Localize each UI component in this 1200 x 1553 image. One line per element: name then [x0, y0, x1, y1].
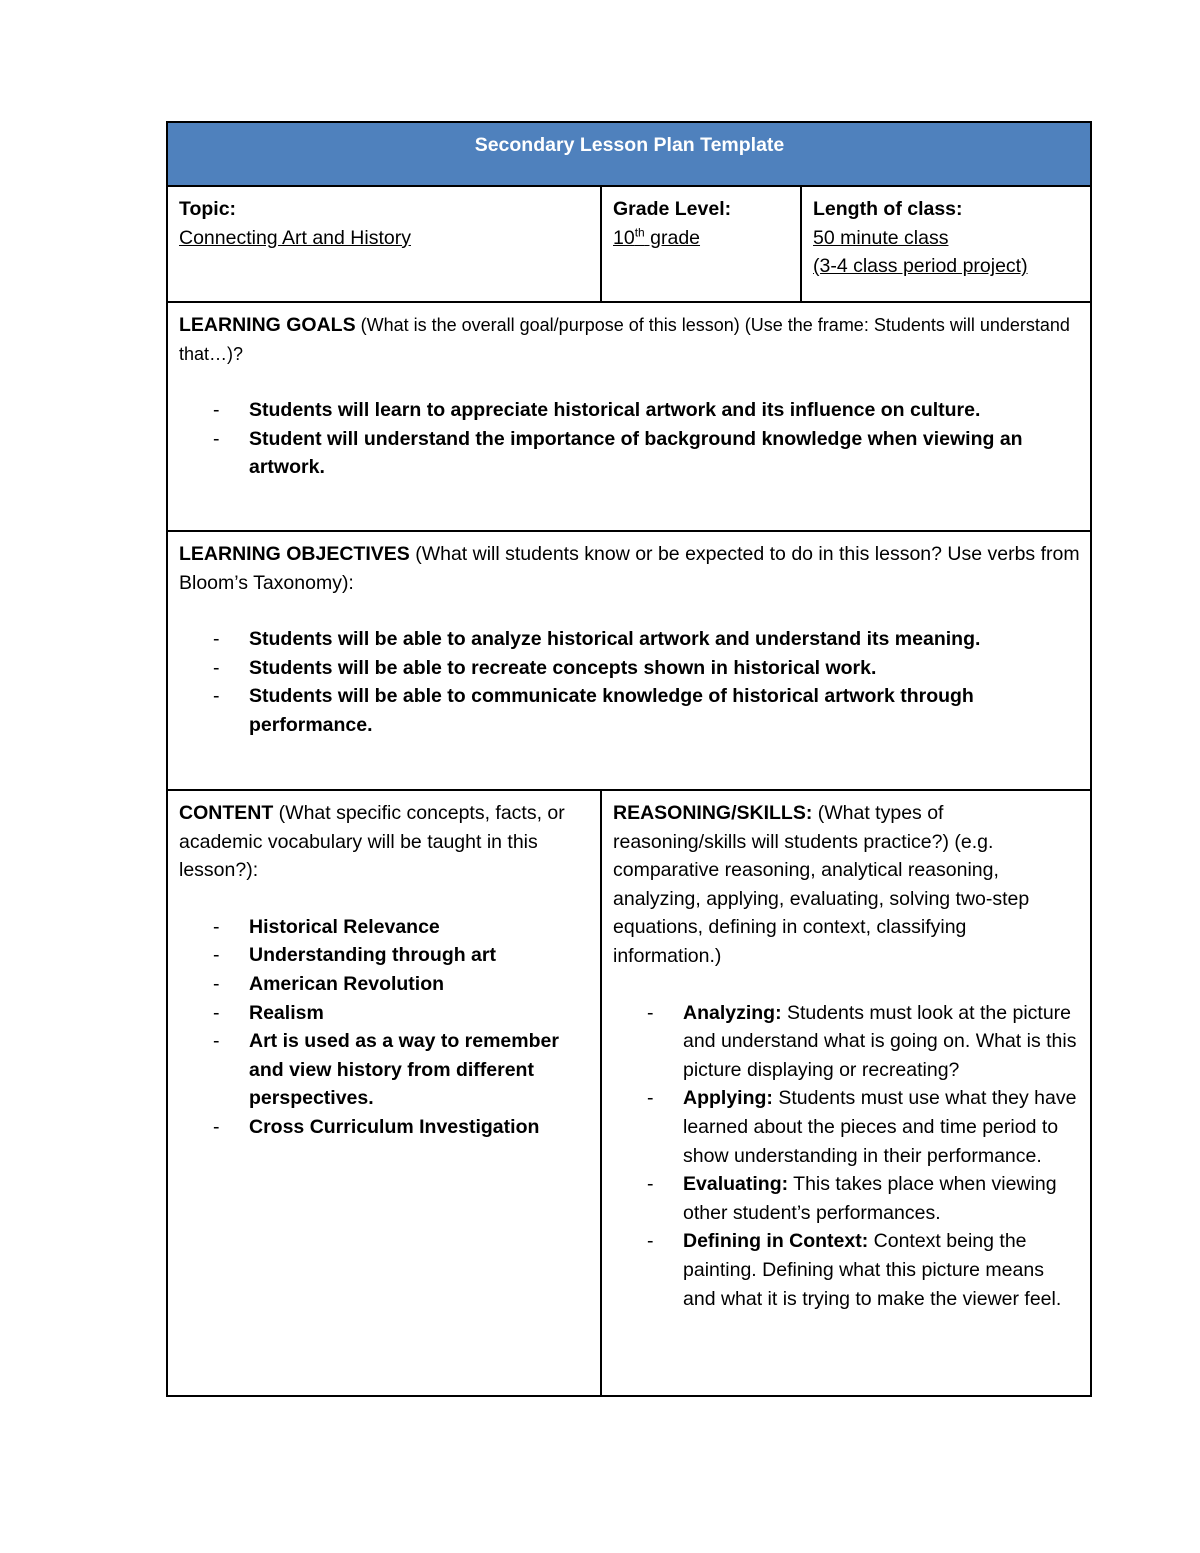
learning-objectives-list	[179, 625, 1080, 739]
grade-value	[613, 224, 790, 253]
learning-goals-label: LEARNING GOALS	[179, 314, 356, 336]
skill-text: Context being the painting. Defining what this picture means and what it is trying to make the viewer feel.	[683, 1230, 1062, 1310]
content-list	[179, 913, 590, 1142]
lesson-plan-table	[166, 121, 1092, 1397]
list-item	[613, 1084, 1080, 1170]
content-description: (What specific concepts, facts, or academic vocabulary will be taught in this lesson?):	[179, 802, 565, 882]
list-item	[613, 1170, 1080, 1227]
grade-number: 10	[613, 226, 635, 249]
list-item	[613, 999, 1080, 1085]
grade-word: grade	[644, 226, 701, 249]
learning-objectives-label: LEARNING OBJECTIVES	[179, 543, 410, 565]
grade-label: Grade Level:	[613, 198, 732, 220]
list-item: - American Revolution	[179, 970, 590, 999]
page-title: Secondary Lesson Plan Template	[474, 134, 785, 156]
length-line-1: 50 minute class	[813, 226, 949, 249]
topic-value: Connecting Art and History	[179, 226, 411, 249]
list-item: - Historical Relevance	[179, 913, 590, 942]
learning-objectives-description: (What will students know or be expected to do in this lesson? Use verbs from Bloom’s Taxonomy):	[179, 543, 1080, 594]
list-item: - Students will be able to recreate concepts shown in historical work.	[179, 654, 1080, 683]
skill-term: Defining in Context:	[683, 1230, 869, 1253]
table-header	[167, 122, 1091, 186]
skill-text: This takes place when viewing other student’s performances.	[683, 1173, 1057, 1224]
skill-term: Applying:	[683, 1087, 773, 1110]
grade-cell	[601, 186, 801, 302]
length-line-2: (3-4 class period project)	[813, 255, 1028, 278]
list-item: - Student will understand the importance of background knowledge when viewing an artwork.	[179, 425, 1080, 482]
skill-text: Students must look at the picture and understand what is going on. What is this picture displaying or recreating?	[683, 1001, 1077, 1081]
learning-goals-description: (What is the overall goal/purpose of this lesson) (Use the frame: Students will understand that…)?	[179, 315, 1070, 364]
reasoning-skills-list	[613, 999, 1080, 1314]
skill-term: Analyzing:	[683, 1001, 782, 1024]
learning-goals-cell	[167, 302, 1091, 531]
learning-goals-list	[179, 396, 1080, 482]
reasoning-skills-label: REASONING/SKILLS:	[613, 802, 813, 824]
grade-suffix: th	[634, 225, 645, 240]
list-item: - Students will learn to appreciate historical artwork and its influence on culture.	[179, 396, 1080, 425]
list-item: - Cross Curriculum Investigation	[179, 1113, 590, 1142]
list-item: - Students will be able to analyze historical artwork and understand its meaning.	[179, 625, 1080, 654]
learning-objectives-cell	[167, 531, 1091, 790]
reasoning-skills-cell	[601, 790, 1091, 1396]
length-label: Length of class:	[813, 198, 963, 220]
list-item: - Realism	[179, 999, 590, 1028]
list-item: - Art is used as a way to remember and view history from different perspectives.	[179, 1027, 590, 1113]
list-item: - Students will be able to communicate knowledge of historical artwork through performance.	[179, 682, 1080, 739]
list-item: - Understanding through art	[179, 941, 590, 970]
list-item	[613, 1227, 1080, 1313]
content-label: CONTENT	[179, 802, 274, 824]
reasoning-skills-description: (What types of reasoning/skills will students practice?) (e.g. comparative reasoning, analytical reasoning, analyzing, applying, evaluating, solving two-step equations, defining in context, classifying information.)	[613, 802, 1030, 967]
skill-term: Evaluating:	[683, 1173, 789, 1196]
length-cell	[801, 186, 1091, 302]
topic-label: Topic:	[179, 198, 237, 220]
topic-cell	[167, 186, 601, 302]
skill-text: Students must use what they have learned about the pieces and time period to show understanding in their performance.	[683, 1087, 1077, 1167]
content-cell	[167, 790, 601, 1396]
